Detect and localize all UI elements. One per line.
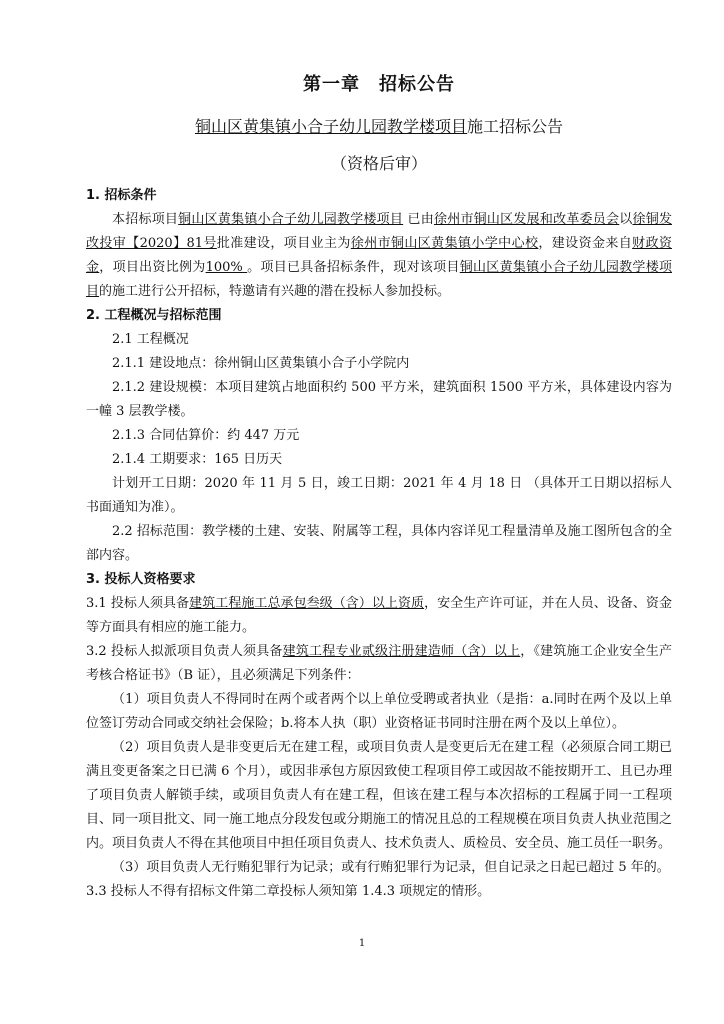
funding-source: 财政资金 [86,236,672,275]
project-name-underlined: 铜山区黄集镇小合子幼儿园教学楼项目 [86,260,672,299]
required-qualification: 建筑工程施工总承包叁级（含）以上资质 [189,596,425,611]
section-3-heading: 3. 投标人资格要求 [86,572,196,587]
text-run: 3.1 投标人须具备 [86,596,190,611]
project-name-underlined: 铜山区黄集镇小合子幼儿园教学楼项目 [178,212,404,227]
qualification-3-1 [86,592,672,640]
text-run: ，建设资金来自 [538,236,633,251]
section-2-heading: 2. 工程概况与招标范围 [86,308,222,323]
announcement-title [86,114,672,137]
duration-requirement: 2.1.4 工期要求：165 日历天 [112,452,283,467]
text-run: 3.2 投标人拟派项目负责人须具备 [86,644,283,659]
text-run: 的施工进行公开招标，特邀请有兴趣的潜在投标人参加投标。 [99,284,451,299]
condition-1: （1）项目负责人不得同时在两个或者两个以上单位受聘或者执业（是指：a.同时在两个及以上单位签订劳动合同或交纳社会保险；b.将本人执（职）业资格证书同时注册在两个及以上单位）。 [86,692,672,731]
qualification-3-2 [86,640,672,688]
text-run: ，安全生产许可证，并在人员、设备、资金等方面具有相应的施工能力。 [86,596,672,635]
section-1-body [86,208,672,304]
construction-location: 2.1.1 建设地点：徐州铜山区黄集镇小合子小学院内 [112,356,410,371]
chapter-title: 第一章 招标公告 [303,74,455,95]
text-run: 批准建设，项目业主为 [216,236,351,251]
text-run: ，项目出资比例为 [99,260,206,275]
required-constructor-grade: 建筑工程专业贰级注册建造师（含）以上 [282,644,521,659]
approval-number: 徐铜发改投审【2020】81号 [86,212,672,251]
tender-scope: 2.2 招标范围：教学楼的土建、安装、附属等工程，具体内容详见工程量清单及施工图所包含的全部内容。 [86,524,672,563]
text-run: 已由 [403,212,434,227]
contract-estimate: 2.1.3 合同估算价：约 447 万元 [112,428,300,443]
announcement-title-rest: 施工招标公告 [467,117,564,136]
text-run: ，《建筑施工企业安全生产考核合格证书》（B 证），且必须满足下列条件： [86,644,672,683]
page-number: 1 [358,938,366,949]
schedule-dates: 计划开工日期：2020 年 11 月 5 日，竣工日期：2021 年 4 月 18 日 （具体开工日期以招标人书面通知为准）。 [86,476,672,515]
text-run: 以 [619,212,633,227]
project-name: 铜山区黄集镇小合子幼儿园教学楼项目 [194,117,467,136]
text-run: 。项目已具备招标条件，现对该项目 [247,260,460,275]
overview-label: 2.1 工程概况 [112,332,189,347]
condition-3: （3）项目负责人无行贿犯罪行为记录；或有行贿犯罪行为记录，但自记录之日起已超过 5 年的。 [112,860,670,875]
condition-2: （2）项目负责人是非变更后无在建工程，或项目负责人是变更后无在建工程（必须原合同工期已满且变更备案之日已满 6 个月），或因非承包方原因致使工程项目停工或因故不能按期开工、且已办理了项目负责人解锁手续，或项目负责人有在建工程，但该在建工程与本次招标的工程属于同一工程项目、同一项目批文、同一施工地点分段发包或分期施工的情况且总的工程规模在项目负责人执业范围之内。项目负责人不得在其他项目中担任项目负责人、技术负责人、质检员、安全员、施工员任一职务。 [86,740,672,851]
document-page [86,70,672,904]
qualification-3-3: 3.3 投标人不得有招标文件第二章投标人须知第 1.4.3 项规定的情形。 [86,884,491,899]
section-1-heading: 1. 招标条件 [86,188,157,203]
funding-ratio: 100% [205,260,248,275]
project-owner: 徐州市铜山区黄集镇小学中心校 [350,236,539,251]
text-run: 本招标项目 [112,212,179,227]
approval-authority: 徐州市铜山区发展和改革委员会 [433,212,620,227]
qualification-mode: （资格后审） [330,154,427,173]
construction-scale: 2.1.2 建设规模：本项目建筑占地面积约 500 平方米，建筑面积 1500 平方米，具体建设内容为一幢 3 层教学楼。 [86,380,672,419]
